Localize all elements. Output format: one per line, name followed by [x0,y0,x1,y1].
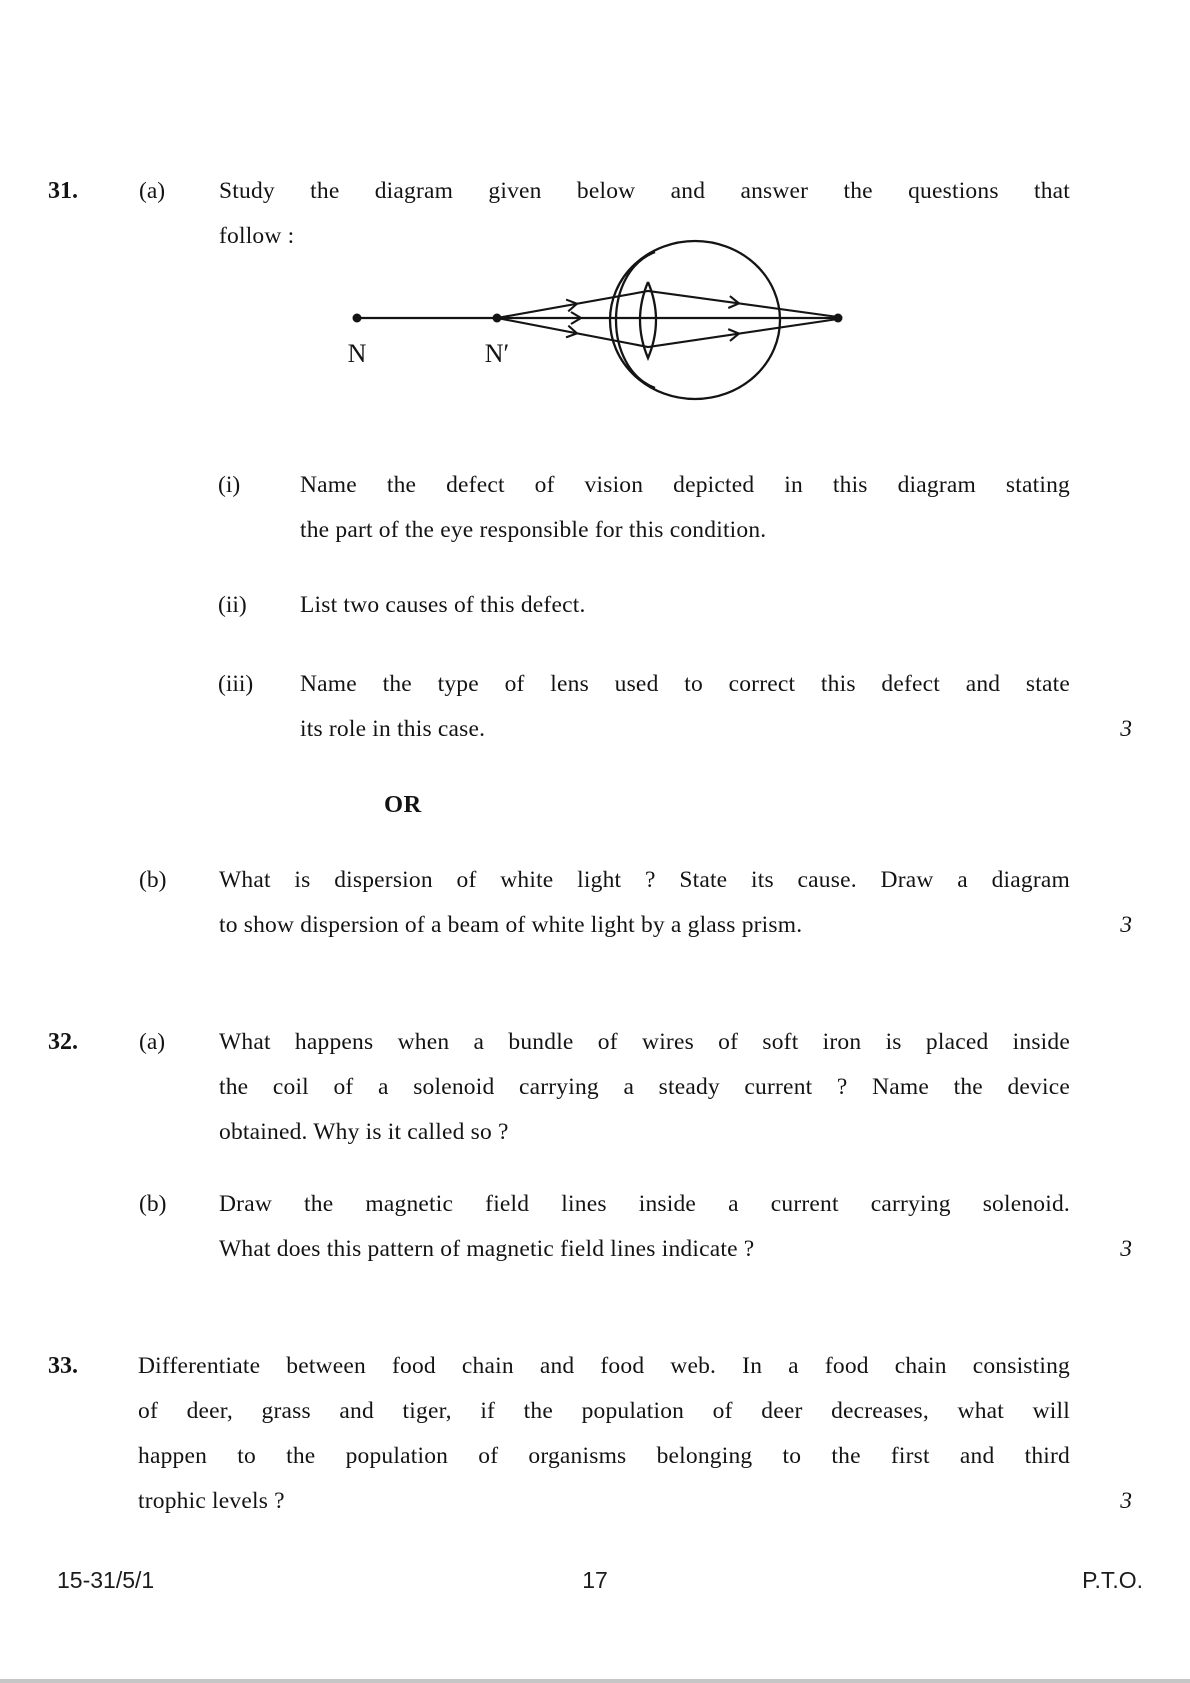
point-n-prime-dot [493,314,502,323]
q32-part-a-label: (a) [139,1029,166,1055]
q31a-line-2: follow : [219,223,295,249]
q31-part-b-label: (b) [139,867,167,893]
upper-ray [497,291,838,318]
q32-part-a-text [219,1020,1070,1155]
question-33-number: 33. [48,1353,78,1379]
page-number: 17 [582,1567,608,1593]
q31-item-ii [0,583,1190,628]
q33-marks: 3 [1120,1488,1132,1514]
q31-part-b [0,858,1190,948]
item-ii-line-1: List two causes of this defect. [300,592,586,618]
q33-line-3: happen to the population of organisms belonging to the first and third [138,1443,1070,1469]
q31-item-iii [0,662,1190,752]
q32-part-b [0,1182,1190,1272]
q32a-line-3: obtained. Why is it called so ? [219,1119,509,1145]
scan-edge-line [0,1679,1190,1683]
item-iii-label: (iii) [218,671,254,697]
pto-label: P.T.O. [1082,1567,1143,1593]
focus-point-dot [834,314,843,323]
q32a-line-2: the coil of a solenoid carrying a steady current ? Name the device [219,1074,1070,1100]
q32-b-marks: 3 [1120,1236,1132,1262]
item-iii-line-2: its role in this case. [300,716,486,742]
item-ii-text [300,583,1070,628]
question-32-number: 32. [48,1029,78,1055]
eye-defect-diagram [300,230,880,410]
q32b-line-1: Draw the magnetic field lines inside a current carrying solenoid. [219,1191,1070,1217]
item-i-line-2: the part of the eye responsible for this condition. [300,517,767,543]
item-iii-line-1: Name the type of lens used to correct this defect and state [300,671,1070,697]
question-33 [0,1344,1190,1524]
paper-code: 15-31/5/1 [57,1567,155,1593]
q31b-line-1: What is dispersion of white light ? State its cause. Draw a diagram [219,867,1070,893]
item-i-line-1: Name the defect of vision depicted in this diagram stating [300,472,1070,498]
q33-line-4: trophic levels ? [138,1488,285,1514]
cornea-arc [616,252,655,388]
q31-b-marks: 3 [1120,912,1132,938]
q32b-line-2: What does this pattern of magnetic field lines indicate ? [219,1236,755,1262]
item-i-text [300,463,1070,553]
q31-part-a-label: (a) [139,178,166,204]
or-separator: OR [384,791,422,818]
item-iii-text [300,662,1070,752]
q33-text [138,1344,1070,1524]
q32-part-b-label: (b) [139,1191,167,1217]
q31a-line-1: Study the diagram given below and answer the questions that [219,178,1070,204]
label-n: N [347,339,367,368]
q32-part-b-text [219,1182,1070,1272]
q33-line-2: of deer, grass and tiger, if the population of deer decreases, what will [138,1398,1070,1424]
q31b-line-2: to show dispersion of a beam of white light by a glass prism. [219,912,803,938]
q33-line-1: Differentiate between food chain and food web. In a food chain consisting [138,1353,1070,1379]
item-i-label: (i) [218,472,241,498]
lower-ray [497,318,838,347]
point-n-dot [353,314,362,323]
q32a-line-1: What happens when a bundle of wires of soft iron is placed inside [219,1029,1070,1055]
question-32-part-a [0,1020,1190,1155]
question-31-number: 31. [48,178,78,204]
q31-item-i [0,463,1190,553]
q31-iii-marks: 3 [1120,716,1132,742]
item-ii-label: (ii) [218,592,247,618]
label-n-prime: N′ [484,339,510,368]
q31-part-b-text [219,858,1070,948]
